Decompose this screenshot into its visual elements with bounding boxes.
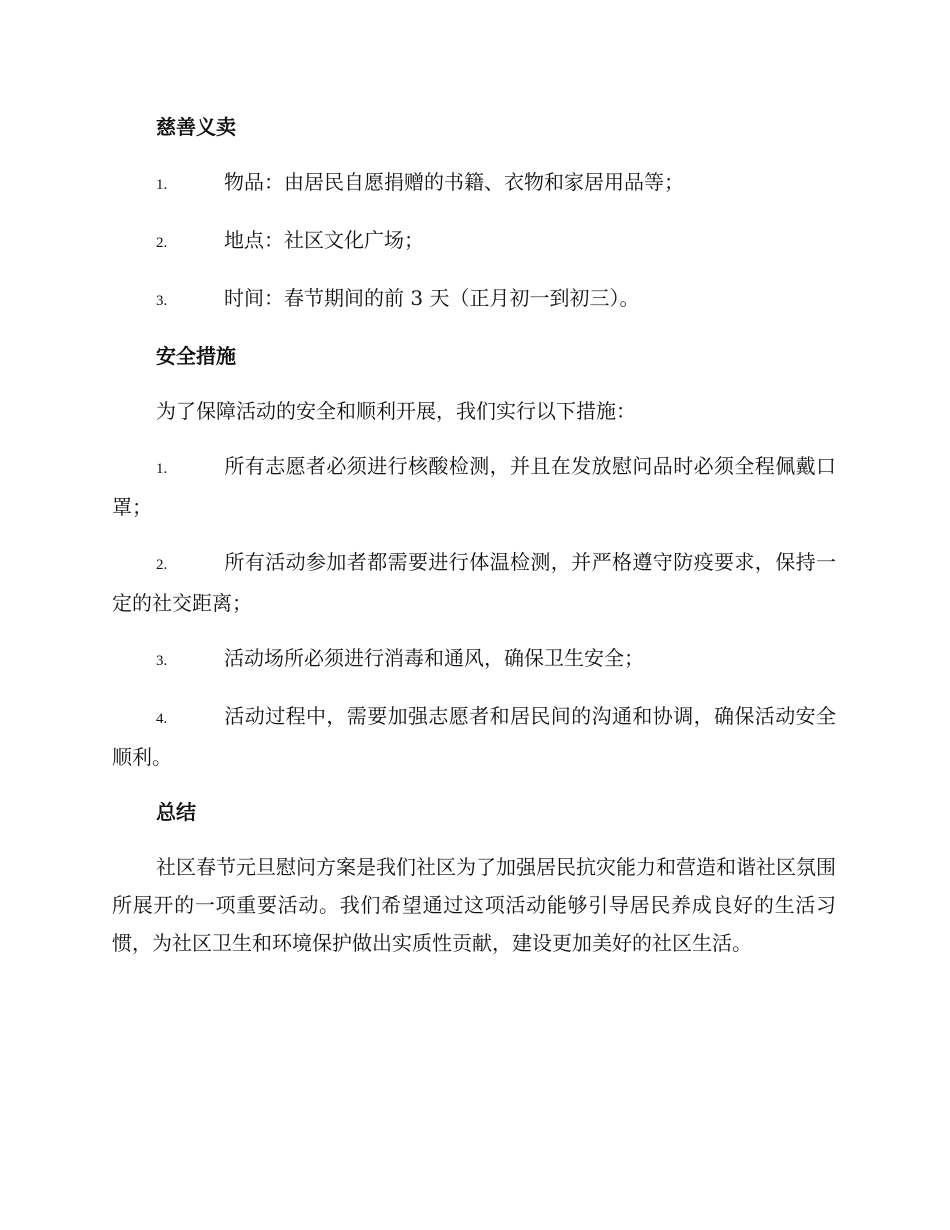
list-number: 2. [156,235,168,251]
document-content [112,108,836,979]
list-text: 所有志愿者必须进行核酸检测，并且在发放慰问品时必须全程佩戴口罩； [112,454,836,519]
list-item [112,163,836,204]
list-item [112,543,836,622]
list-item [112,447,836,526]
list-text: 时间：春节期间的前 3 天（正月初一到初三）。 [224,286,640,310]
list-item [112,221,836,262]
list-number: 1. [156,177,168,193]
list-text: 物品：由居民自愿捐赠的书籍、衣物和家居用品等； [224,170,684,194]
list-text: 地点：社区文化广场； [224,228,424,252]
list-number: 4. [156,711,168,727]
list-number: 3. [156,293,168,309]
section-heading-summary: 总结 [156,800,196,824]
safety-intro-paragraph: 为了保障活动的安全和顺利开展，我们实行以下措施： [156,399,636,423]
list-text: 活动过程中，需要加强志愿者和居民间的沟通和协调，确保活动安全顺利。 [112,704,836,769]
list-text: 所有活动参加者都需要进行体温检测，并严格遵守防疫要求，保持一定的社交距离； [112,550,836,615]
list-number: 2. [156,557,168,573]
list-item [112,639,836,680]
list-item [112,279,836,320]
section-heading-safety: 安全措施 [156,344,236,368]
list-item [112,697,836,776]
section-heading-charity-sale: 慈善义卖 [156,115,236,139]
list-number: 3. [156,653,168,669]
list-number: 1. [156,461,168,477]
summary-paragraph: 社区春节元旦慰问方案是我们社区为了加强居民抗灾能力和营造和谐社区氛围所展开的一项重要活动。我们希望通过这项活动能够引导居民养成良好的生活习惯，为社区卫生和环境保护做出实质性贡献，建设更加美好的社区生活。 [112,855,836,955]
list-text: 活动场所必须进行消毒和通风，确保卫生安全； [224,646,644,670]
